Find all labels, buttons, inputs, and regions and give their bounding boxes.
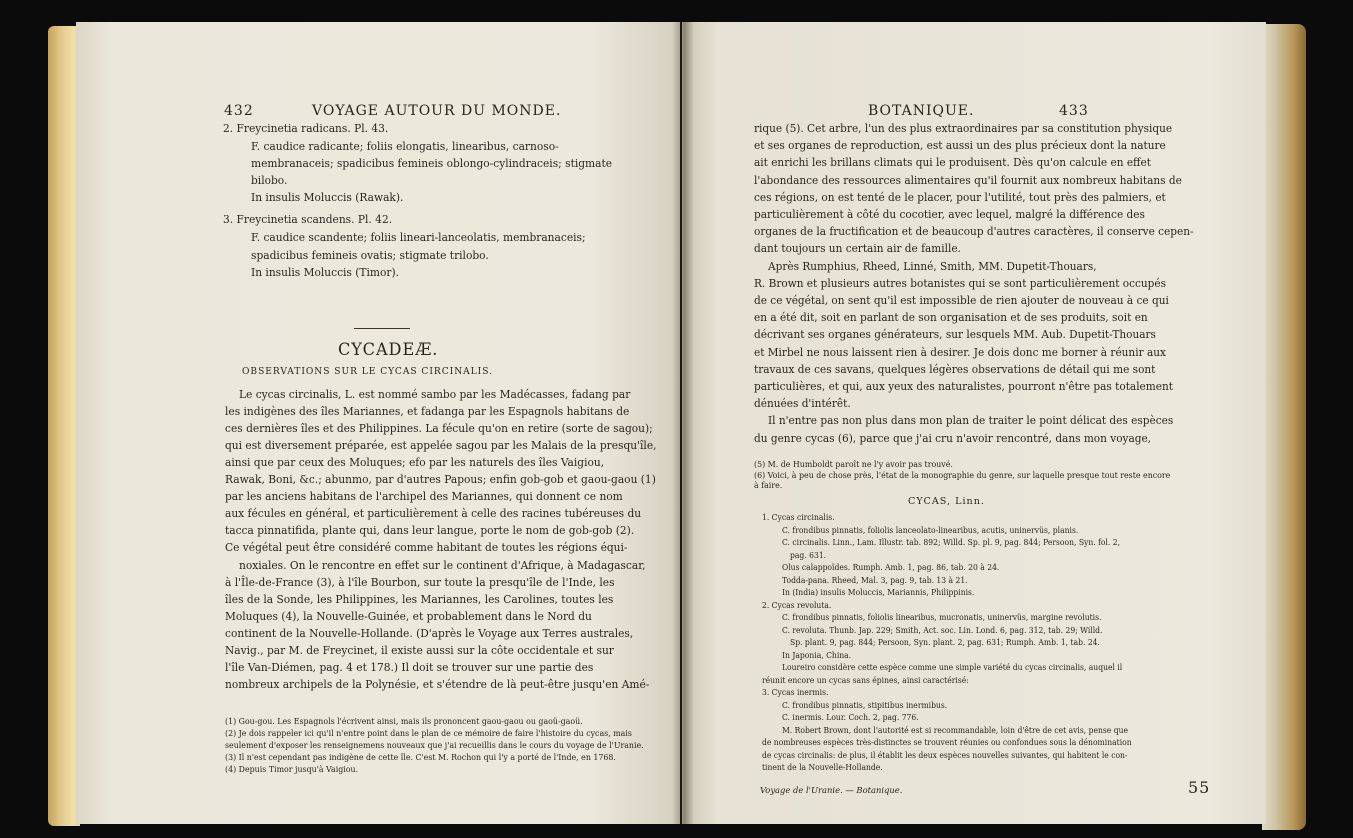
running-head: VOYAGE AUTOUR DU MONDE.: [312, 103, 562, 119]
footnote: (3) Il n'est cependant pas indigène de cette île. C'est M. Rochon qui l'y a porté de l'Inde, en 1768.: [225, 752, 616, 762]
species-entry: Sp. plant. 9, pag. 844; Persoon, Syn. plant. 2, pag. 631; Rumph. Amb. 1, tab. 24.: [790, 637, 1100, 647]
left-text-line: In insulis Moluccis (Timor).: [251, 266, 399, 279]
book-gutter: [672, 22, 694, 824]
species-entry: 2. Cycas revoluta.: [762, 599, 832, 610]
left-text-line: F. caudice scandente; foliis lineari-lanceolatis, membranaceis;: [251, 231, 586, 244]
footnote: (5) M. de Humboldt paroît ne l'y avoir pas trouvé.: [754, 459, 953, 469]
left-text-line: Ce végétal peut être considéré comme habitant de toutes les régions équi-: [225, 541, 628, 554]
right-text-line: ait enrichi les brillans climats qui le produisent. Dès qu'on calcule en effet: [754, 156, 1151, 170]
left-text-line: Navig., par M. de Freycinet, il existe aussi sur la côte occidentale et sur: [225, 644, 614, 657]
right-text-line: du genre cycas (6), parce que j'ai cru n'avoir rencontré, dans mon voyage,: [754, 431, 1152, 445]
left-page: [76, 22, 680, 824]
right-text-line: rique (5). Cet arbre, l'un des plus extraordinaires par sa constitution physique: [754, 122, 1173, 135]
left-text-line: noxiales. On le rencontre en effet sur le continent d'Afrique, à Madagascar,: [239, 559, 646, 572]
right-text-line: particulièrement à côté du cocotier, avec lequel, malgré la différence des: [754, 208, 1145, 221]
right-fore-edge: [1262, 24, 1306, 830]
left-text-line: tacca pinnatifida, plante qui, dans leur langue, porte le nom de gob-gob (2).: [225, 524, 635, 537]
left-text-line: In insulis Moluccis (Rawak).: [251, 191, 404, 204]
species-entry: pag. 631.: [790, 549, 827, 560]
genus-heading: CYCAS, Linn.: [908, 496, 985, 507]
left-text-line: membranaceis; spadicibus femineis oblongo-cylindraceis; stigmate: [251, 157, 613, 170]
right-text-line: et ses organes de reproduction, est aussi un des plus précieux dont la nature: [754, 139, 1166, 153]
right-text-line: Il n'entre pas non plus dans mon plan de traiter le point délicat des espèces: [768, 414, 1174, 428]
footnote: (6) Voici, à peu de chose près, l'état de la monographie du genre, sur laquelle presque tout reste encore: [754, 469, 1171, 480]
left-text-line: spadicibus femineis ovatis; stigmate trilobo.: [251, 249, 489, 262]
right-text-line: travaux de ces savans, quelques légères observations de détail qui me sont: [754, 362, 1156, 376]
signature-mark: 55: [1188, 778, 1211, 797]
species-entry: de cycas circinalis: de plus, il établit les deux espèces nouvelles suivantes, qui habitent le con-: [762, 749, 1128, 760]
left-text-line: 3. Freycinetia scandens. Pl. 42.: [223, 213, 393, 226]
species-entry: Olus calappoïdes. Rumph. Amb. 1, pag. 86, tab. 20 à 24.: [782, 562, 1000, 572]
right-text-line: R. Brown et plusieurs autres botanistes qui se sont particulièrement occupés: [754, 276, 1167, 290]
species-entry: de nombreuses espèces très-distinctes se trouvent réunies ou confondues sous la dénomination: [762, 737, 1132, 747]
species-entry: In (India) insulis Moluccis, Mariannis, Philippinis.: [782, 587, 975, 597]
left-text-line: bilobo.: [251, 174, 288, 187]
left-text-line: CYCADEÆ.: [338, 340, 439, 360]
right-text-line: et Mirbel ne nous laissent rien à desirer. Je dois donc me borner à réunir aux: [754, 345, 1166, 359]
left-text-line: l'île Van-Diémen, pag. 4 et 178.) Il doit se trouver sur une partie des: [225, 661, 594, 674]
left-text-line: nombreux archipels de la Polynésie, et s'étendre de là peut-être jusqu'en Amé-: [225, 678, 650, 691]
right-text-line: dant toujours un certain air de famille.: [754, 242, 961, 256]
left-text-line: Le cycas circinalis, L. est nommé sambo par les Madécasses, fadang par: [239, 388, 631, 401]
species-entry: 1. Cycas circinalis.: [762, 512, 835, 522]
left-text-line: 2. Freycinetia radicans. Pl. 43.: [223, 122, 389, 135]
left-text-line: Rawak, Boni, &c.; abunmo, par d'autres Papous; enfin gob-gob et gaou-gaou (1): [225, 473, 656, 486]
right-text-line: organes de la fructification et de beaucoup d'autres caractères, il conserve cepen-: [754, 225, 1194, 239]
right-text-line: l'abondance des ressources alimentaires qu'il fournit aux nombreux habitans de: [754, 173, 1182, 187]
right-page: [682, 22, 1266, 824]
left-text-line: aux fécules en général, et particulièrement à celle des racines tubéreuses du: [225, 507, 642, 520]
footnote: (1) Gou-gou. Les Espagnols l'écrivent ainsi, mais ils prononcent gaou-gaou ou gaoü-gaoü.: [225, 716, 583, 726]
left-text-line: à l'Île-de-France (3), à l'île Bourbon, sur toute la presqu'île de l'Inde, les: [225, 576, 615, 589]
left-text-line: continent de la Nouvelle-Hollande. (D'après le Voyage aux Terres australes,: [225, 627, 634, 640]
species-entry: tinent de la Nouvelle-Hollande.: [762, 762, 883, 772]
footnote: à faire.: [754, 480, 783, 490]
left-text-line: ainsi que par ceux des Moluques; efo par les naturels des îles Vaigiou,: [225, 456, 605, 469]
species-entry: C. frondibus pinnatis, foliolis lanceolato-linearibus, acutis, uninervüs, planis.: [782, 524, 1079, 535]
right-text-line: particulières, et qui, aux yeux des naturalistes, pourront n'être pas totalement: [754, 380, 1173, 393]
left-text-line: OBSERVATIONS SUR LE CYCAS CIRCINALIS.: [242, 366, 493, 377]
species-entry: Todda-pana. Rheed, Mal. 3, pag. 9, tab. 13 à 21.: [782, 574, 968, 585]
species-entry: Loureiro considère cette espèce comme une simple variété du cycas circinalis, auquel il: [782, 662, 1123, 672]
species-entry: C. frondibus pinnatis, stipitibus inermibus.: [782, 699, 948, 710]
left-text-line: F. caudice radicante; foliis elongatis, linearibus, carnoso-: [251, 140, 559, 153]
right-text-line: ces régions, on est tenté de le placer, pour l'utilité, tout près des palmiers, et: [754, 190, 1166, 204]
left-text-line: qui est diversement préparée, est appelée sagou par les Malais de la presqu'île,: [225, 439, 657, 452]
left-text-line: ces dernières îles et des Philippines. La fécule qu'on en retire (sorte de sagou);: [225, 422, 653, 435]
left-text-line: par les anciens habitans de l'archipel des Mariannes, qui donnent ce nom: [225, 490, 623, 503]
species-entry: C. frondibus pinnatis, foliolis linearibus, mucronatis, uninervüs, margine revolutis.: [782, 612, 1102, 622]
species-entry: C. inermis. Lour. Coch. 2, pag. 776.: [782, 712, 919, 722]
footnote: (2) Je dois rappeler ici qu'il n'entre point dans le plan de ce mémoire de faire l'histoire du cycas, mais: [225, 728, 632, 738]
right-text-line: en a été dit, soit en parlant de son organisation et de ses produits, soit en: [754, 311, 1148, 325]
right-text-line: décrivant ses organes générateurs, sur lesquels MM. Aub. Dupetit-Thouars: [754, 328, 1156, 342]
species-entry: M. Robert Brown, dont l'autorité est si recommandable, loin d'être de cet avis, pense que: [782, 724, 1129, 735]
section-divider-rule: [354, 328, 410, 329]
page-footer: Voyage de l'Uranie. — Botanique.: [760, 785, 903, 795]
page-number: 433: [1059, 103, 1089, 119]
species-entry: 3. Cycas inermis.: [762, 687, 829, 697]
footnote: (4) Depuis Timor jusqu'à Vaigiou.: [225, 764, 359, 774]
right-text-line: Après Rumphius, Rheed, Linné, Smith, MM. Dupetit-Thouars,: [768, 259, 1097, 273]
right-text-line: de ce végétal, on sent qu'il est impossible de rien ajouter de nouveau à ce qui: [754, 294, 1169, 307]
species-entry: C. revoluta. Thunb. Jap. 229; Smith, Act. soc. Lin. Lond. 6, pag. 312, tab. 29; Willd.: [782, 624, 1103, 635]
running-head: BOTANIQUE.: [868, 103, 975, 119]
species-entry: réunit encore un cycas sans épines, ainsi caractérisé:: [762, 674, 969, 685]
left-text-line: îles de la Sonde, les Philippines, les Mariannes, les Carolines, toutes les: [225, 593, 614, 606]
page-number: 432: [224, 103, 254, 119]
right-text-line: dénuées d'intérêt.: [754, 397, 851, 411]
left-text-line: Moluques (4), la Nouvelle-Guinée, et probablement dans le Nord du: [225, 610, 592, 623]
footnote: seulement d'exposer les renseignemens nouveaux que j'ai recueillis dans le cours du voyage de l'Uranie.: [225, 740, 644, 750]
species-entry: In Japonia, China.: [782, 649, 852, 660]
species-entry: C. circinalis. Linn., Lam. Illustr. tab. 892; Willd. Sp. pl. 9, pag. 844; Persoon, Syn. fol. 2,: [782, 537, 1121, 547]
left-text-line: les indigènes des îles Mariannes, et fadanga par les Espagnols habitans de: [225, 405, 630, 418]
